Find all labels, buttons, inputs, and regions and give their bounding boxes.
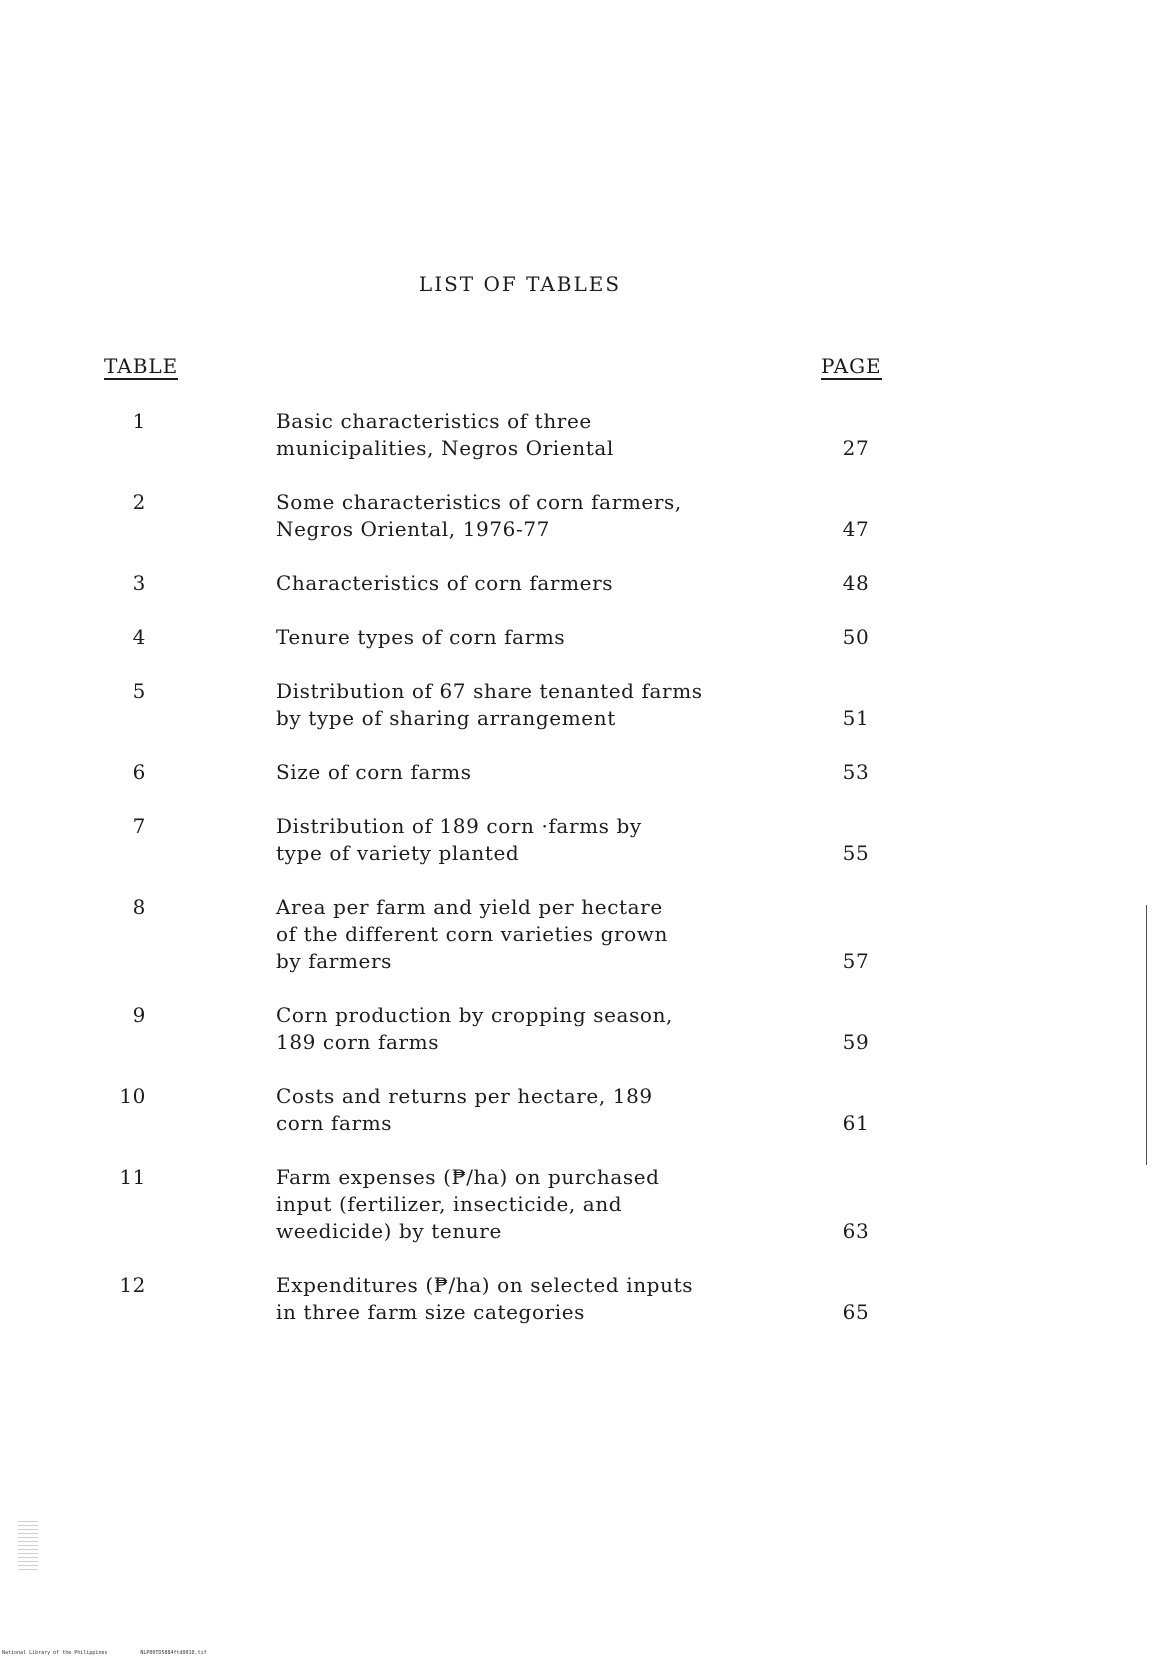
list-item (0, 678, 1168, 732)
table-number: 7 (132, 814, 146, 838)
list-item (0, 759, 1168, 786)
page-number: 59 (842, 1030, 870, 1054)
list-item (0, 813, 1168, 867)
scan-edge-line (1146, 905, 1147, 1165)
page-number: 65 (842, 1300, 870, 1324)
page-number: 51 (842, 706, 870, 730)
table-title: Farm expenses (₱/ha) on purchased input (fertilizer, insecticide, and weedicide) by tenure (276, 1165, 660, 1243)
list-item (0, 408, 1168, 462)
table-title: Distribution of 189 corn ·farms by type of variety planted (276, 814, 642, 865)
page-number: 27 (842, 436, 870, 460)
table-title: Corn production by cropping season, 189 corn farms (276, 1003, 674, 1054)
page-title: LIST OF TABLES (418, 272, 622, 296)
list-item (0, 570, 1168, 597)
table-number: 11 (119, 1165, 146, 1189)
table-number: 1 (132, 409, 146, 433)
page-number: 61 (842, 1111, 870, 1135)
table-number: 10 (119, 1084, 146, 1108)
page-number: 48 (842, 571, 870, 595)
list-item (0, 894, 1168, 975)
table-title: Area per farm and yield per hectare of the different corn varieties grown by farmers (276, 895, 668, 973)
list-item (0, 1164, 1168, 1245)
list-item (0, 489, 1168, 543)
table-list (0, 408, 1168, 1326)
table-title: Basic characteristics of three municipalities, Negros Oriental (276, 409, 614, 460)
page-number: 63 (842, 1219, 870, 1243)
list-item (0, 1272, 1168, 1326)
table-title: Tenure types of corn farms (276, 625, 566, 649)
list-item (0, 624, 1168, 651)
scan-artifact (18, 1520, 38, 1570)
table-number: 2 (132, 490, 146, 514)
table-title: Size of corn farms (276, 760, 472, 784)
table-number: 9 (132, 1003, 146, 1027)
table-number: 4 (132, 625, 146, 649)
table-number: 3 (132, 571, 146, 595)
table-column-header: TABLE (104, 354, 179, 378)
page-number: 57 (842, 949, 870, 973)
table-title: Costs and returns per hectare, 189 corn farms (276, 1084, 653, 1135)
list-item (0, 1002, 1168, 1056)
table-title: Some characteristics of corn farmers, Negros Oriental, 1976-77 (276, 490, 682, 541)
list-item (0, 1083, 1168, 1137)
table-number: 12 (119, 1273, 146, 1297)
page-number: 53 (842, 760, 870, 784)
table-number: 8 (132, 895, 146, 919)
table-title: Distribution of 67 share tenanted farms by type of sharing arrangement (276, 679, 703, 730)
table-number: 5 (132, 679, 146, 703)
page-column-header: PAGE (821, 354, 882, 378)
page-number: 50 (842, 625, 870, 649)
table-number: 6 (132, 760, 146, 784)
scan-footer (2, 1650, 207, 1656)
table-title: Expenditures (₱/ha) on selected inputs in three farm size categories (276, 1273, 694, 1324)
library-credit: National Library of the Philippines (2, 1650, 108, 1656)
page-number: 55 (842, 841, 870, 865)
page-number: 47 (842, 517, 870, 541)
file-name: NLP00TD5884ftd0010.tif (140, 1650, 207, 1656)
table-title: Characteristics of corn farmers (276, 571, 614, 595)
